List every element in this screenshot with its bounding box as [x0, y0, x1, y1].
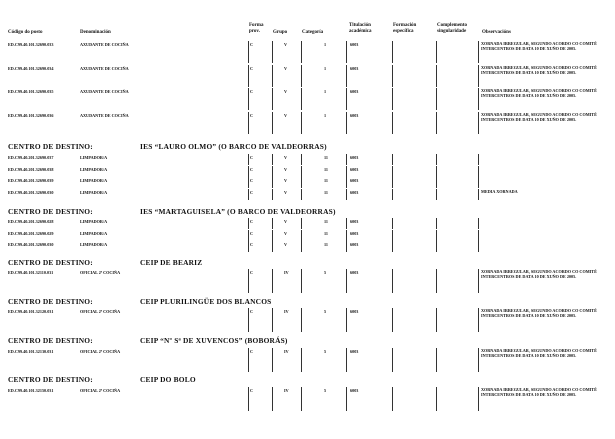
column-divider — [346, 241, 347, 252]
column-divider — [392, 41, 393, 63]
cell-denominacion: OFICIAL 2ª COCIÑA — [80, 270, 121, 275]
header-grupo: Grupo — [273, 30, 288, 35]
column-divider — [346, 218, 347, 229]
cell-grupo: V — [284, 113, 288, 118]
column-divider — [346, 308, 347, 332]
column-divider — [436, 41, 437, 63]
column-divider — [346, 65, 347, 87]
column-divider — [248, 154, 249, 165]
column-divider — [248, 218, 249, 229]
cell-codigo: ED.C99.40.101.32110.031 — [8, 270, 54, 275]
cell-codigo: ED.C99.40.101.32150.031 — [8, 388, 54, 393]
cell-titulacion: 6003 — [350, 178, 359, 183]
column-divider — [436, 65, 437, 87]
center-name: CEIP “Nº Sª DE XUVENCOS” (BOBORÁS) — [140, 336, 288, 345]
cell-forma: C — [250, 190, 254, 195]
cell-categoria: 11 — [324, 178, 328, 183]
cell-categoria: 1 — [324, 113, 327, 118]
cell-titulacion: 6003 — [350, 190, 359, 195]
cell-titulacion: 6003 — [350, 89, 359, 94]
cell-categoria: 5 — [324, 388, 327, 393]
column-divider — [392, 308, 393, 332]
cell-denominacion: AXUDANTE DE COCIÑA — [80, 89, 129, 94]
cell-observacions: XORNADA IRREGULAR, SEGUNDO ACORDO CO COMITÉ INTERCENTROS DE DATA 10 DE XUÑO DE 2005. — [481, 65, 597, 75]
cell-titulacion: 6003 — [350, 113, 359, 118]
column-divider — [272, 230, 273, 241]
column-divider — [478, 65, 479, 87]
cell-grupo: V — [284, 219, 288, 224]
cell-forma: C — [250, 155, 254, 160]
column-divider — [248, 387, 249, 411]
cell-observacions: XORNADA IRREGULAR, SEGUNDO ACORDO CO COMITÉ INTERCENTROS DE DATA 10 DE XUÑO DE 2005. — [481, 308, 597, 318]
column-divider — [436, 218, 437, 229]
column-divider — [272, 41, 273, 63]
cell-grupo: V — [284, 178, 288, 183]
column-divider — [301, 218, 302, 229]
column-divider — [436, 387, 437, 411]
cell-titulacion: 6003 — [350, 388, 359, 393]
column-divider — [301, 241, 302, 252]
cell-titulacion: 6003 — [350, 66, 359, 71]
column-divider — [346, 189, 347, 200]
cell-grupo: V — [284, 42, 288, 47]
header-titulacion: Titulación académica — [349, 23, 372, 34]
cell-titulacion: 6003 — [350, 219, 359, 224]
column-divider — [272, 88, 273, 110]
column-divider — [392, 269, 393, 293]
column-divider — [248, 189, 249, 200]
cell-forma: C — [250, 66, 254, 71]
column-divider — [301, 387, 302, 411]
column-divider — [436, 269, 437, 293]
cell-observacions: XORNADA IRREGULAR, SEGUNDO ACORDO CO COMITÉ INTERCENTROS DE DATA 10 DE XUÑO DE 2005. — [481, 112, 597, 122]
cell-denominacion: OFICIAL 2ª COCIÑA — [80, 388, 121, 393]
center-name: IES “LAURO OLMO” (O BARCO DE VALDEORRAS) — [140, 142, 327, 151]
column-divider — [248, 269, 249, 293]
column-divider — [478, 189, 479, 200]
center-name: CEIP DE BEARIZ — [140, 258, 203, 267]
column-divider — [346, 166, 347, 177]
column-divider — [346, 177, 347, 188]
column-divider — [248, 348, 249, 372]
column-divider — [301, 189, 302, 200]
cell-forma: C — [250, 242, 254, 247]
column-divider — [346, 387, 347, 411]
header-complemento: Complemento singularidade — [437, 23, 467, 34]
column-divider — [272, 154, 273, 165]
cell-codigo: ED.C99.40.201.32690.028 — [8, 219, 54, 224]
cell-grupo: V — [284, 231, 288, 236]
column-divider — [301, 112, 302, 134]
column-divider — [346, 112, 347, 134]
cell-grupo: V — [284, 190, 288, 195]
cell-grupo: IV — [284, 349, 289, 354]
cell-grupo: V — [284, 89, 288, 94]
column-divider — [346, 269, 347, 293]
cell-categoria: 11 — [324, 190, 328, 195]
cell-denominacion: LIMPADOR/A — [80, 219, 108, 224]
column-divider — [272, 189, 273, 200]
column-divider — [248, 241, 249, 252]
column-divider — [436, 154, 437, 165]
column-divider — [272, 241, 273, 252]
header-codigo: Código do posto — [8, 30, 43, 35]
column-divider — [346, 154, 347, 165]
column-divider — [248, 308, 249, 332]
column-divider — [272, 387, 273, 411]
cell-denominacion: LIMPADOR/A — [80, 178, 108, 183]
column-divider — [436, 112, 437, 134]
cell-grupo: V — [284, 167, 288, 172]
cell-grupo: V — [284, 242, 288, 247]
cell-categoria: 11 — [324, 167, 328, 172]
cell-observacions: XORNADA IRREGULAR, SEGUNDO ACORDO CO COMITÉ INTERCENTROS DE DATA 10 DE XUÑO DE 2005. — [481, 269, 597, 279]
column-divider — [436, 308, 437, 332]
cell-forma: C — [250, 349, 254, 354]
cell-titulacion: 6003 — [350, 309, 359, 314]
column-divider — [478, 241, 479, 252]
column-divider — [478, 230, 479, 241]
cell-titulacion: 6003 — [350, 167, 359, 172]
cell-categoria: 5 — [324, 270, 327, 275]
column-divider — [478, 269, 479, 293]
column-divider — [346, 88, 347, 110]
column-divider — [392, 387, 393, 411]
cell-denominacion: LIMPADOR/A — [80, 231, 108, 236]
column-divider — [301, 308, 302, 332]
header-observacions: Observacións — [482, 30, 511, 35]
center-name: CEIP PLURILINGÜE DOS BLANCOS — [140, 297, 272, 306]
cell-titulacion: 6003 — [350, 155, 359, 160]
cell-observacions: XORNADA IRREGULAR, SEGUNDO ACORDO CO COMITÉ INTERCENTROS DE DATA 10 DE XUÑO DE 2005. — [481, 387, 597, 397]
center-label: CENTRO DE DESTINO: — [8, 297, 93, 306]
cell-denominacion: LIMPADOR/A — [80, 167, 108, 172]
column-divider — [436, 348, 437, 372]
column-divider — [248, 230, 249, 241]
cell-codigo: ED.C99.40.101.32690.035 — [8, 89, 54, 94]
cell-denominacion: OFICIAL 2ª COCIÑA — [80, 349, 121, 354]
cell-grupo: IV — [284, 270, 289, 275]
column-divider — [392, 166, 393, 177]
column-divider — [301, 177, 302, 188]
header-formacion: Formación específica — [393, 23, 417, 34]
cell-codigo: ED.C99.40.101.32690.034 — [8, 66, 54, 71]
column-divider — [272, 348, 273, 372]
cell-forma: C — [250, 89, 254, 94]
cell-forma: C — [250, 219, 254, 224]
column-divider — [272, 218, 273, 229]
cell-codigo: ED.C99.40.201.32690.038 — [8, 167, 54, 172]
cell-categoria: 11 — [324, 219, 328, 224]
cell-categoria: 11 — [324, 155, 328, 160]
cell-codigo: ED.C99.40.201.32690.029 — [8, 231, 54, 236]
column-divider — [248, 88, 249, 110]
cell-titulacion: 6003 — [350, 270, 359, 275]
column-divider — [478, 88, 479, 110]
cell-denominacion: AXUDANTE DE COCIÑA — [80, 113, 129, 118]
cell-forma: C — [250, 178, 254, 183]
cell-denominacion: LIMPADOR/A — [80, 190, 108, 195]
cell-grupo: IV — [284, 309, 289, 314]
cell-forma: C — [250, 388, 254, 393]
column-divider — [392, 177, 393, 188]
column-divider — [392, 189, 393, 200]
center-name: CEIP DO BOLO — [140, 375, 196, 384]
column-divider — [478, 166, 479, 177]
column-divider — [301, 88, 302, 110]
cell-categoria: 11 — [324, 231, 328, 236]
header-categoria: Categoría — [302, 30, 324, 35]
column-divider — [478, 218, 479, 229]
column-divider — [301, 230, 302, 241]
column-divider — [478, 177, 479, 188]
column-divider — [248, 166, 249, 177]
column-divider — [272, 308, 273, 332]
cell-codigo: ED.C99.40.101.32690.036 — [8, 113, 54, 118]
column-divider — [301, 269, 302, 293]
cell-grupo: IV — [284, 388, 289, 393]
column-divider — [346, 348, 347, 372]
cell-categoria: 11 — [324, 242, 328, 247]
column-divider — [478, 348, 479, 372]
column-divider — [436, 189, 437, 200]
header-denominacion: Denominación — [80, 30, 111, 35]
center-name: IES “MARTAGUISELA” (O BARCO DE VALDEORRAS) — [140, 207, 336, 216]
column-divider — [436, 230, 437, 241]
column-divider — [478, 308, 479, 332]
cell-codigo: ED.C99.40.101.32120.031 — [8, 309, 54, 314]
cell-denominacion: LIMPADOR/A — [80, 155, 108, 160]
cell-grupo: V — [284, 66, 288, 71]
cell-categoria: 1 — [324, 89, 327, 94]
cell-codigo: ED.C99.40.101.32690.033 — [8, 42, 54, 47]
column-divider — [272, 112, 273, 134]
cell-denominacion: LIMPADOR/A — [80, 242, 108, 247]
column-divider — [392, 348, 393, 372]
cell-grupo: V — [284, 155, 288, 160]
cell-codigo: ED.C99.40.201.32690.037 — [8, 155, 54, 160]
cell-titulacion: 6003 — [350, 42, 359, 47]
center-label: CENTRO DE DESTINO: — [8, 142, 93, 151]
cell-categoria: 1 — [324, 42, 327, 47]
column-divider — [301, 348, 302, 372]
cell-forma: C — [250, 113, 254, 118]
column-divider — [272, 269, 273, 293]
column-divider — [301, 41, 302, 63]
column-divider — [392, 241, 393, 252]
cell-forma: C — [250, 309, 254, 314]
cell-denominacion: OFICIAL 2ª COCIÑA — [80, 309, 121, 314]
column-divider — [436, 166, 437, 177]
column-divider — [272, 65, 273, 87]
column-divider — [436, 177, 437, 188]
column-divider — [478, 154, 479, 165]
column-divider — [478, 41, 479, 63]
column-divider — [301, 154, 302, 165]
cell-denominacion: AXUDANTE DE COCIÑA — [80, 42, 129, 47]
cell-titulacion: 6003 — [350, 231, 359, 236]
cell-forma: C — [250, 231, 254, 236]
center-label: CENTRO DE DESTINO: — [8, 336, 93, 345]
cell-codigo: ED.C99.40.201.32690.039 — [8, 178, 54, 183]
center-label: CENTRO DE DESTINO: — [8, 375, 93, 384]
column-divider — [248, 65, 249, 87]
cell-observacions: XORNADA IRREGULAR, SEGUNDO ACORDO CO COMITÉ INTERCENTROS DE DATA 10 DE XUÑO DE 2005. — [481, 348, 597, 358]
cell-forma: C — [250, 167, 254, 172]
header-forma: Forma prov. — [249, 23, 264, 34]
column-divider — [392, 230, 393, 241]
center-label: CENTRO DE DESTINO: — [8, 207, 93, 216]
column-divider — [301, 65, 302, 87]
column-divider — [392, 154, 393, 165]
cell-forma: C — [250, 42, 254, 47]
cell-observacions: XORNADA IRREGULAR, SEGUNDO ACORDO CO COMITÉ INTERCENTROS DE DATA 10 DE XUÑO DE 2005. — [481, 41, 597, 51]
cell-titulacion: 6003 — [350, 349, 359, 354]
cell-categoria: 1 — [324, 66, 327, 71]
column-divider — [346, 230, 347, 241]
cell-codigo: ED.C99.40.201.32690.030 — [8, 242, 54, 247]
column-divider — [301, 166, 302, 177]
column-divider — [392, 112, 393, 134]
cell-observacions: XORNADA IRREGULAR, SEGUNDO ACORDO CO COMITÉ INTERCENTROS DE DATA 10 DE XUÑO DE 2005. — [481, 88, 597, 98]
column-divider — [436, 241, 437, 252]
column-divider — [392, 88, 393, 110]
column-divider — [436, 88, 437, 110]
column-divider — [392, 218, 393, 229]
column-divider — [272, 177, 273, 188]
column-divider — [248, 112, 249, 134]
cell-titulacion: 6003 — [350, 242, 359, 247]
cell-categoria: 5 — [324, 349, 327, 354]
cell-codigo: ED.C99.40.201.32690.030 — [8, 190, 54, 195]
cell-denominacion: AXUDANTE DE COCIÑA — [80, 66, 129, 71]
cell-codigo: ED.C99.40.101.32130.031 — [8, 349, 54, 354]
cell-observacions: MEDIA XORNADA — [481, 189, 518, 194]
column-divider — [272, 166, 273, 177]
column-divider — [478, 112, 479, 134]
center-label: CENTRO DE DESTINO: — [8, 258, 93, 267]
cell-categoria: 5 — [324, 309, 327, 314]
column-divider — [248, 41, 249, 63]
column-divider — [346, 41, 347, 63]
column-divider — [248, 177, 249, 188]
column-divider — [392, 65, 393, 87]
cell-forma: C — [250, 270, 254, 275]
column-divider — [478, 387, 479, 411]
